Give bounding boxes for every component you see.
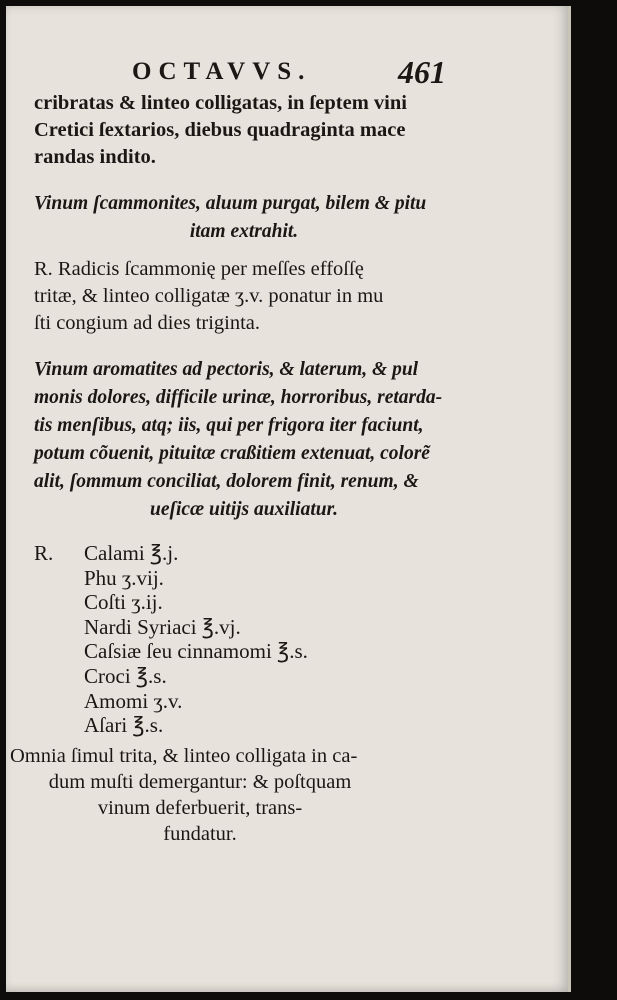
text-line: R. Radicis ſcammonię per meſſes effoſſę	[34, 258, 364, 280]
heading-vinum-scammonites	[34, 190, 454, 246]
ingredient-item: Croci ℥.s.	[84, 663, 167, 688]
ingredient-item: Calami ℥.j.	[84, 541, 179, 565]
heading-line: monis dolores, difficile urinæ, horroribus, retarda-	[34, 387, 443, 408]
heading-line: Vinum ſcammonites, aluum purgat, bilem & pitu	[34, 193, 427, 214]
text-line: fundatur.	[163, 823, 237, 845]
final-paragraph	[10, 743, 430, 847]
ingredient-item: Caſsiæ ſeu cinnamomi ℥.s.	[84, 639, 308, 664]
heading-line: potum cõuenit, pituitæ craßitiem extenuat, colorẽ	[34, 443, 430, 464]
heading-line: ueſicæ uitijs auxiliatur.	[149, 499, 338, 520]
heading-line: Vinum aromatites ad pectoris, & laterum, & pul	[34, 359, 419, 380]
ingredient-item: Amomi ʒ.v.	[84, 688, 183, 713]
heading-line: tis menſibus, atq; iis, qui per frigora iter faciunt,	[34, 415, 424, 436]
page-header	[6, 54, 568, 92]
paragraph-2	[34, 256, 454, 337]
text-line: cribratas & linteo colligatas, in ſeptem vini	[34, 92, 407, 114]
ingredient-item: Nardi Syriaci ℥.vj.	[84, 614, 241, 639]
heading-line: itam extrahit.	[189, 221, 299, 242]
ingredient-list	[84, 541, 308, 738]
text-line: randas indito.	[34, 146, 156, 168]
text-line: Omnia ſimul trita, & linteo colligata in ca-	[10, 745, 358, 767]
ingredient-item: Aſari ℥.s.	[84, 713, 164, 738]
page-number: 461	[398, 54, 446, 90]
text-line: vinum deferbuerit, trans-	[97, 797, 303, 819]
ingredient-item: Phu ʒ.vij.	[84, 565, 164, 590]
recipe-label: R.	[34, 541, 54, 565]
heading-vinum-aromatites	[34, 356, 454, 524]
text-line: ſti congium ad dies triginta.	[34, 312, 261, 334]
book-page	[6, 6, 571, 992]
text-line: dum muſti demergantur: & poſtquam	[48, 771, 352, 793]
ingredient-item: Coſti ʒ.ij.	[84, 590, 163, 615]
paragraph-1	[34, 90, 454, 171]
text-line: tritæ, & linteo colligatæ ʒ.v. ponatur in mu	[34, 285, 384, 307]
heading-line: alit, ſommum conciliat, dolorem finit, renum, &	[34, 471, 419, 492]
text-line: Cretici ſextarios, diebus quadraginta mace	[34, 119, 406, 141]
running-head: OCTAVVS.	[132, 58, 312, 85]
